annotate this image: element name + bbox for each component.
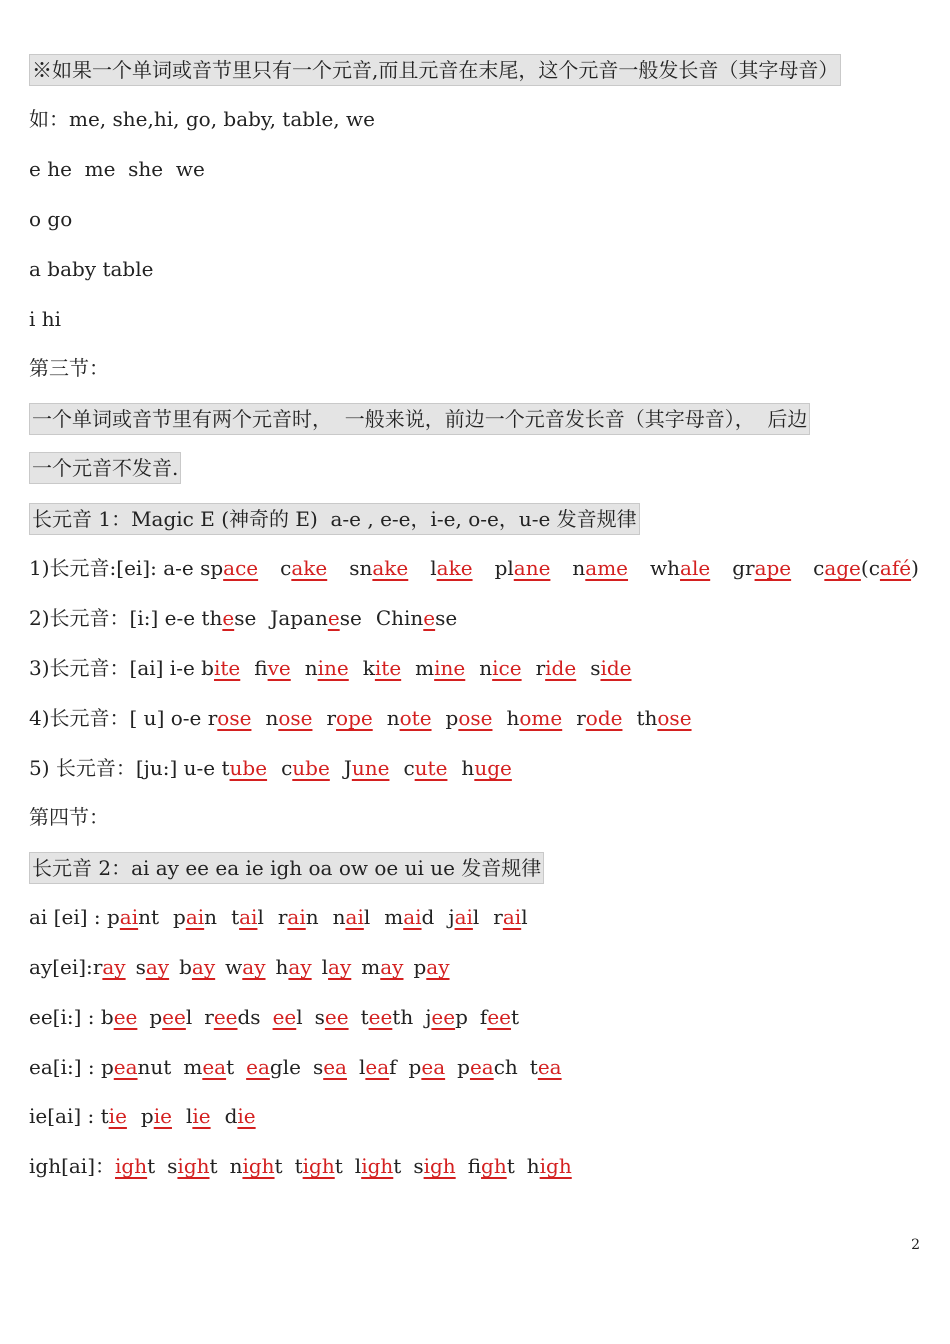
vowel-highlight: ute [414, 756, 448, 780]
example-word: June [343, 756, 390, 780]
example-word: those [636, 706, 692, 730]
text-line [29, 952, 450, 982]
vowel-highlight: ea [365, 1055, 390, 1079]
example-word: rode [576, 706, 623, 730]
vowel-highlight: ine [317, 656, 349, 680]
example-word: Japanese [270, 606, 362, 630]
vowel-highlight: ay [380, 955, 404, 979]
example-word: mine [415, 656, 466, 680]
vowel-highlight: ai [454, 905, 473, 929]
vowel-highlight: ube [229, 756, 268, 780]
example-word: nice [479, 656, 522, 680]
example-word: cube [281, 756, 330, 780]
vowel-highlight: age [824, 556, 861, 580]
text-line [29, 653, 632, 683]
vowel-highlight: ie [153, 1104, 172, 1128]
page-number: 2 [911, 1237, 920, 1253]
vowel-highlight: ay [102, 955, 126, 979]
highlighted-line: 长元音 2：ai ay ee ea ie igh oa ow oe ui ue 发音规律 [29, 852, 544, 884]
vowel-highlight: ea [421, 1055, 446, 1079]
example-word: tube [221, 756, 268, 780]
example-word: five [254, 656, 291, 680]
vowel-highlight: e [327, 606, 340, 630]
line-prefix: ie[ai] : [29, 1104, 101, 1128]
vowel-highlight: ite [374, 656, 402, 680]
text-line [29, 1002, 519, 1032]
example-word: way [225, 955, 266, 979]
vowel-highlight: ee [162, 1005, 186, 1029]
example-word: eagle [246, 1055, 301, 1079]
vowel-highlight: ai [287, 905, 306, 929]
vowel-highlight: igh [242, 1154, 275, 1178]
example-word: peel [149, 1005, 193, 1029]
highlighted-line: 一个元音不发音. [29, 452, 181, 484]
example-word: lie [185, 1104, 211, 1128]
vowel-highlight: ay [426, 955, 450, 979]
vowel-highlight: ee [431, 1005, 456, 1029]
example-word: cake [280, 556, 328, 580]
example-word: plane [494, 556, 551, 580]
vowel-highlight: ite [213, 656, 241, 680]
example-word: pain [173, 905, 218, 929]
vowel-highlight: ie [237, 1104, 256, 1128]
example-word: sigh [413, 1154, 456, 1178]
vowel-highlight: ay [145, 955, 170, 979]
example-word: rose [207, 706, 252, 730]
vowel-highlight: ice [492, 656, 522, 680]
vowel-highlight: ame [585, 556, 629, 580]
line-prefix: ai [ei] : [29, 905, 107, 929]
text-line: o go [29, 207, 73, 231]
vowel-highlight: ai [119, 905, 139, 929]
vowel-highlight: ape [754, 556, 792, 580]
vowel-highlight: ose [278, 706, 313, 730]
example-word: café) [868, 556, 919, 580]
vowel-highlight: ee [113, 1005, 138, 1029]
example-word: ray [92, 955, 126, 979]
vowel-highlight: ide [545, 656, 577, 680]
vowel-highlight: ake [291, 556, 328, 580]
line-prefix: 3)长元音：[ai] i-e [29, 656, 202, 680]
vowel-highlight: igh [361, 1154, 394, 1178]
vowel-highlight: ea [113, 1055, 138, 1079]
example-word: grape [732, 556, 792, 580]
example-word: lay [321, 955, 352, 979]
vowel-highlight: ope [336, 706, 373, 730]
vowel-highlight: ose [458, 706, 493, 730]
text-line: 如：me, she,hi, go, baby, table, we [29, 107, 375, 131]
vowel-highlight: ie [108, 1104, 127, 1128]
example-word: maid [384, 905, 435, 929]
vowel-highlight: une [351, 756, 390, 780]
vowel-highlight: igh [177, 1154, 210, 1178]
vowel-highlight: ay [328, 955, 352, 979]
example-word: paint [106, 905, 160, 929]
highlighted-line: 长元音 1：Magic E (神奇的 E) a-e , e-e，i-e, o-e，u-e 发音规律 [29, 503, 640, 535]
example-word: rain [277, 905, 319, 929]
vowel-highlight: ee [272, 1005, 297, 1029]
highlighted-line: ※如果一个单词或音节里只有一个元音,而且元音在末尾，这个元音一般发长音（其字母音） [29, 54, 841, 86]
example-word: kite [362, 656, 402, 680]
example-word: tail [231, 905, 264, 929]
text-line [29, 1052, 562, 1082]
example-word: pie [140, 1104, 172, 1128]
text-line [29, 753, 512, 783]
text-line [29, 553, 919, 583]
vowel-highlight: igh [481, 1154, 507, 1178]
vowel-highlight: ube [292, 756, 330, 780]
example-word: rope [326, 706, 373, 730]
vowel-highlight: ea [202, 1055, 227, 1079]
vowel-highlight: ee [487, 1005, 511, 1029]
vowel-highlight: ay [288, 955, 312, 979]
vowel-highlight: igh [115, 1154, 148, 1178]
vowel-highlight: ide [600, 656, 632, 680]
example-word: teeth [360, 1005, 414, 1029]
example-word: die [224, 1104, 256, 1128]
vowel-highlight: ay [191, 955, 216, 979]
example-word: bay [179, 955, 216, 979]
example-word: rail [493, 905, 528, 929]
example-word: may [361, 955, 404, 979]
text-line: i hi [29, 307, 62, 331]
example-word: reeds [204, 1005, 261, 1029]
vowel-highlight: ose [657, 706, 692, 730]
vowel-highlight: ai [403, 905, 422, 929]
vowel-highlight: ive [267, 656, 291, 680]
example-word: peanut [100, 1055, 172, 1079]
line-prefix: igh[ai]： [29, 1154, 116, 1178]
example-word: ride [535, 656, 577, 680]
line-prefix: 1)长元音:[ei]: a-e [29, 556, 201, 580]
vowel-highlight: ane [513, 556, 551, 580]
example-word: meat [183, 1055, 235, 1079]
vowel-highlight: igh [539, 1154, 572, 1178]
vowel-highlight: ea [323, 1055, 347, 1079]
example-word: leaf [358, 1055, 397, 1079]
vowel-highlight: ea [469, 1055, 494, 1079]
example-word: huge [461, 756, 512, 780]
line-prefix: ee[i:] : [29, 1005, 101, 1029]
text-line: a baby table [29, 257, 154, 281]
example-word: jail [448, 905, 480, 929]
line-prefix: 2)长元音：[i:] e-e [29, 606, 202, 630]
example-word: snake [349, 556, 409, 580]
vowel-highlight: ace [223, 556, 259, 580]
example-word: cage( [813, 556, 869, 580]
vowel-highlight: ose [217, 706, 252, 730]
example-word: nail [332, 905, 371, 929]
example-word: light [354, 1154, 402, 1178]
example-word: whale [650, 556, 711, 580]
vowel-highlight: igh [302, 1154, 335, 1178]
line-prefix: ea[i:] : [29, 1055, 101, 1079]
example-word: space [200, 556, 259, 580]
example-word: nose [265, 706, 313, 730]
example-word: Chinese [375, 606, 458, 630]
vowel-highlight: ome [519, 706, 563, 730]
line-prefix: 5) 长元音：[ju:] u-e [29, 756, 222, 780]
example-word: feet [479, 1005, 520, 1029]
example-word: jeep [425, 1005, 468, 1029]
vowel-highlight: ake [372, 556, 409, 580]
example-word: fight [467, 1154, 515, 1178]
text-line [29, 1151, 572, 1181]
example-word: home [506, 706, 563, 730]
text-line [29, 703, 692, 733]
text-line: e he me she we [29, 157, 205, 181]
example-word: bee [100, 1005, 138, 1029]
example-word: side [590, 656, 632, 680]
vowel-highlight: ee [368, 1005, 393, 1029]
vowel-highlight: ie [192, 1104, 211, 1128]
example-word: peach [457, 1055, 518, 1079]
example-word: tight [294, 1154, 343, 1178]
text-line: 第四节： [29, 805, 109, 829]
text-line [29, 603, 457, 633]
vowel-highlight: ine [434, 656, 466, 680]
example-word: bite [201, 656, 241, 680]
vowel-highlight: ai [502, 905, 522, 929]
example-word: ight [115, 1154, 156, 1178]
vowel-highlight: uge [474, 756, 512, 780]
vowel-highlight: ee [324, 1005, 349, 1029]
vowel-highlight: ale [680, 556, 711, 580]
vowel-highlight: ee [213, 1005, 238, 1029]
highlighted-line: 一个单词或音节里有两个元音时， 一般来说，前边一个元音发长音（其字母音）， 后边 [29, 403, 810, 435]
text-line [29, 902, 528, 932]
example-word: lake [430, 556, 473, 580]
vowel-highlight: ode [585, 706, 623, 730]
example-word: note [386, 706, 432, 730]
vowel-highlight: ay [242, 955, 266, 979]
example-word: cute [403, 756, 448, 780]
example-word: eel [272, 1005, 303, 1029]
example-word: sea [312, 1055, 347, 1079]
text-line: 第三节： [29, 356, 109, 380]
vowel-highlight: e [222, 606, 235, 630]
example-word: name [572, 556, 629, 580]
example-word: pose [445, 706, 493, 730]
vowel-highlight: igh [423, 1154, 456, 1178]
vowel-highlight: ea [537, 1055, 562, 1079]
line-prefix: ay[ei]: [29, 955, 93, 979]
line-prefix: 4)长元音：[ u] o-e [29, 706, 208, 730]
example-word: hay [275, 955, 312, 979]
vowel-highlight: ote [399, 706, 432, 730]
example-word: high [526, 1154, 572, 1178]
vowel-highlight: e [423, 606, 436, 630]
vowel-highlight: ai [239, 905, 258, 929]
example-word: say [135, 955, 170, 979]
vowel-highlight: ai [185, 905, 205, 929]
example-word: tea [529, 1055, 562, 1079]
example-word: see [314, 1005, 349, 1029]
example-word: pay [413, 955, 450, 979]
vowel-highlight: ai [345, 905, 364, 929]
example-word: nine [304, 656, 349, 680]
example-word: pea [408, 1055, 446, 1079]
vowel-highlight: ea [246, 1055, 270, 1079]
text-line [29, 1101, 256, 1131]
example-word: night [229, 1154, 283, 1178]
vowel-highlight: ake [436, 556, 473, 580]
example-word: sight [167, 1154, 218, 1178]
example-word: these [201, 606, 257, 630]
example-word: tie [100, 1104, 127, 1128]
vowel-highlight: afé [879, 556, 912, 580]
